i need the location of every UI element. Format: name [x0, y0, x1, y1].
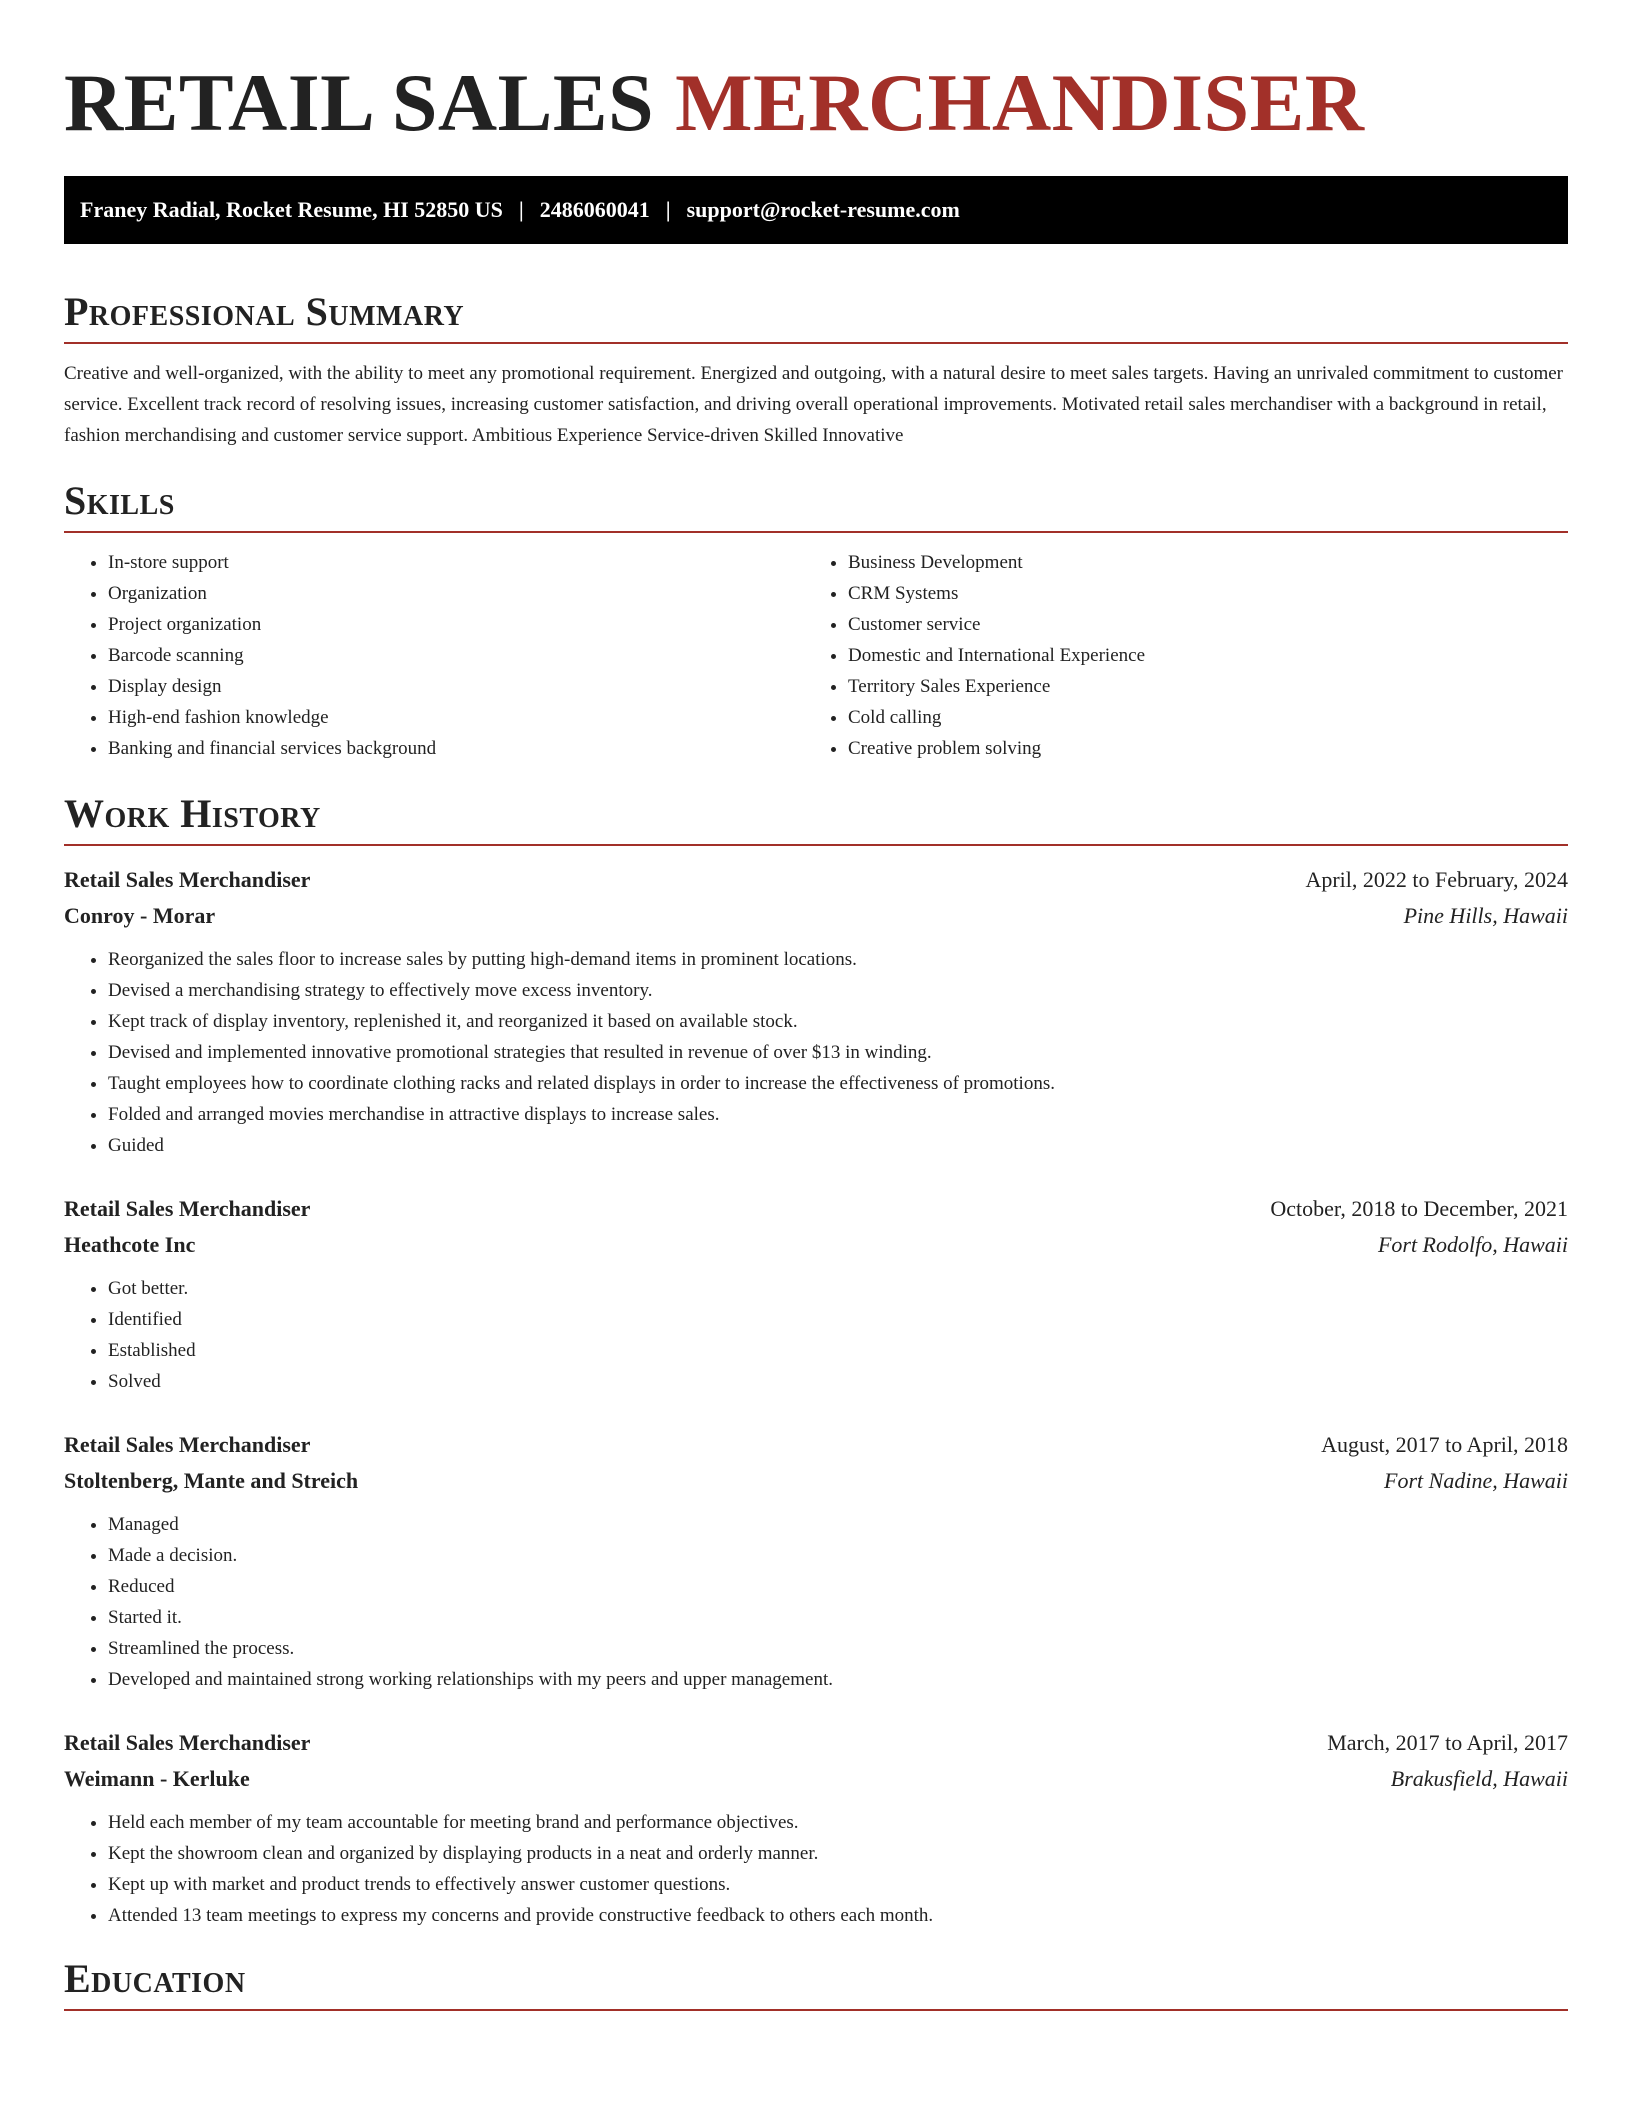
skill-item: • Business Development — [848, 547, 1544, 578]
job-bullet: • Devised and implemented innovative promotional strategies that resulted in revenue of over $13 in winding. — [108, 1037, 1568, 1068]
skill-item: • Creative problem solving — [848, 733, 1544, 764]
job-location: Brakusfield, Hawaii — [1390, 1766, 1568, 1791]
job-bullets — [64, 1509, 1568, 1695]
job-bullet: • Reduced — [108, 1571, 1568, 1602]
job-bullet: • Established — [108, 1335, 1568, 1366]
job-header-row — [64, 1191, 1568, 1227]
skill-item: • Barcode scanning — [108, 640, 804, 671]
section-title-summary: Professional Summary — [64, 288, 1568, 344]
job-company-row — [64, 1463, 1568, 1499]
job-dates: October, 2018 to December, 2021 — [1270, 1196, 1568, 1221]
contact-address: Franey Radial, Rocket Resume, HI 52850 US — [80, 197, 503, 222]
skill-item: • Display design — [108, 671, 804, 702]
job-entry — [64, 862, 1568, 1161]
job-bullet: • Made a decision. — [108, 1540, 1568, 1571]
job-bullets — [64, 944, 1568, 1161]
resume-name — [64, 58, 1568, 148]
job-bullet: • Kept up with market and product trends to effectively answer customer questions. — [108, 1869, 1568, 1900]
skills-columns — [64, 547, 1568, 764]
job-bullet: • Streamlined the process. — [108, 1633, 1568, 1664]
section-title-work-history: Work History — [64, 790, 1568, 846]
job-header-row — [64, 1427, 1568, 1463]
job-entry — [64, 1725, 1568, 1931]
summary-text: Creative and well-organized, with the ability to meet any promotional requirement. Energized and outgoing, with a natural desire to meet sales targets. Having an unrivaled commitment to customer service. Excellent track record of resolving issues, increasing customer satisfaction, and driving overall operational improvements. Motivated retail sales merchandiser with a background in retail, fashion merchandising and customer service support. Ambitious Experience Service-driven Skilled Innovative — [64, 363, 1563, 446]
job-header-row — [64, 1725, 1568, 1761]
job-dates: March, 2017 to April, 2017 — [1327, 1730, 1568, 1755]
skill-item: • High-end fashion knowledge — [108, 702, 804, 733]
job-bullet: • Got better. — [108, 1273, 1568, 1304]
job-title: Retail Sales Merchandiser — [64, 1196, 311, 1221]
job-location: Pine Hills, Hawaii — [1403, 903, 1568, 928]
job-company: Stoltenberg, Mante and Streich — [64, 1468, 359, 1493]
summary-section — [64, 288, 1568, 451]
skill-item: • Banking and financial services background — [108, 733, 804, 764]
work-history-section — [64, 790, 1568, 1931]
job-bullet: • Taught employees how to coordinate clothing racks and related displays in order to increase the effectiveness of promotions. — [108, 1068, 1568, 1099]
name-first: RETAIL SALES — [64, 57, 655, 148]
contact-separator: | — [665, 197, 671, 222]
job-bullet: • Guided — [108, 1130, 1568, 1161]
skills-section — [64, 477, 1568, 764]
job-bullets — [64, 1807, 1568, 1931]
job-bullet: • Started it. — [108, 1602, 1568, 1633]
job-bullet: • Reorganized the sales floor to increase sales by putting high-demand items in prominent locations. — [108, 944, 1568, 975]
contact-phone[interactable]: 2486060041 — [539, 197, 650, 222]
job-header-row — [64, 862, 1568, 898]
name-last: MERCHANDISER — [675, 57, 1365, 148]
job-location: Fort Nadine, Hawaii — [1384, 1468, 1568, 1493]
skill-item: • Organization — [108, 578, 804, 609]
job-title: Retail Sales Merchandiser — [64, 1730, 311, 1755]
job-bullet: • Kept track of display inventory, replenished it, and reorganized it based on available stock. — [108, 1006, 1568, 1037]
skill-item: • Customer service — [848, 609, 1544, 640]
job-company-row — [64, 1227, 1568, 1263]
job-bullet: • Solved — [108, 1366, 1568, 1397]
job-bullet: • Held each member of my team accountable for meeting brand and performance objectives. — [108, 1807, 1568, 1838]
skills-list-left — [64, 547, 804, 764]
job-bullet: • Identified — [108, 1304, 1568, 1335]
job-entry — [64, 1191, 1568, 1397]
section-title-education: Education — [64, 1955, 1568, 2011]
contact-bar — [64, 176, 1568, 244]
job-dates: August, 2017 to April, 2018 — [1321, 1432, 1568, 1457]
skill-item: • Territory Sales Experience — [848, 671, 1544, 702]
resume-page — [64, 58, 1568, 2011]
job-company: Conroy - Morar — [64, 903, 216, 928]
job-title: Retail Sales Merchandiser — [64, 1432, 311, 1457]
jobs-list — [64, 862, 1568, 1931]
job-company-row — [64, 1761, 1568, 1797]
education-section — [64, 1955, 1568, 2011]
job-bullet: • Managed — [108, 1509, 1568, 1540]
job-dates: April, 2022 to February, 2024 — [1305, 867, 1568, 892]
job-bullets — [64, 1273, 1568, 1397]
section-title-skills: Skills — [64, 477, 1568, 533]
skill-item: • CRM Systems — [848, 578, 1544, 609]
skill-item: • Cold calling — [848, 702, 1544, 733]
job-bullet: • Kept the showroom clean and organized by displaying products in a neat and orderly manner. — [108, 1838, 1568, 1869]
job-title: Retail Sales Merchandiser — [64, 867, 311, 892]
job-location: Fort Rodolfo, Hawaii — [1377, 1232, 1568, 1257]
contact-separator: | — [518, 197, 524, 222]
job-company-row — [64, 898, 1568, 934]
contact-email[interactable]: support@rocket-resume.com — [686, 197, 960, 222]
job-bullet: • Devised a merchandising strategy to effectively move excess inventory. — [108, 975, 1568, 1006]
skill-item: • In-store support — [108, 547, 804, 578]
skill-item: • Domestic and International Experience — [848, 640, 1544, 671]
job-bullet: • Attended 13 team meetings to express my concerns and provide constructive feedback to others each month. — [108, 1900, 1568, 1931]
job-entry — [64, 1427, 1568, 1695]
skills-list-right — [804, 547, 1544, 764]
job-bullet: • Developed and maintained strong working relationships with my peers and upper management. — [108, 1664, 1568, 1695]
job-company: Weimann - Kerluke — [64, 1766, 250, 1791]
skill-item: • Project organization — [108, 609, 804, 640]
job-bullet: • Folded and arranged movies merchandise in attractive displays to increase sales. — [108, 1099, 1568, 1130]
job-company: Heathcote Inc — [64, 1232, 196, 1257]
